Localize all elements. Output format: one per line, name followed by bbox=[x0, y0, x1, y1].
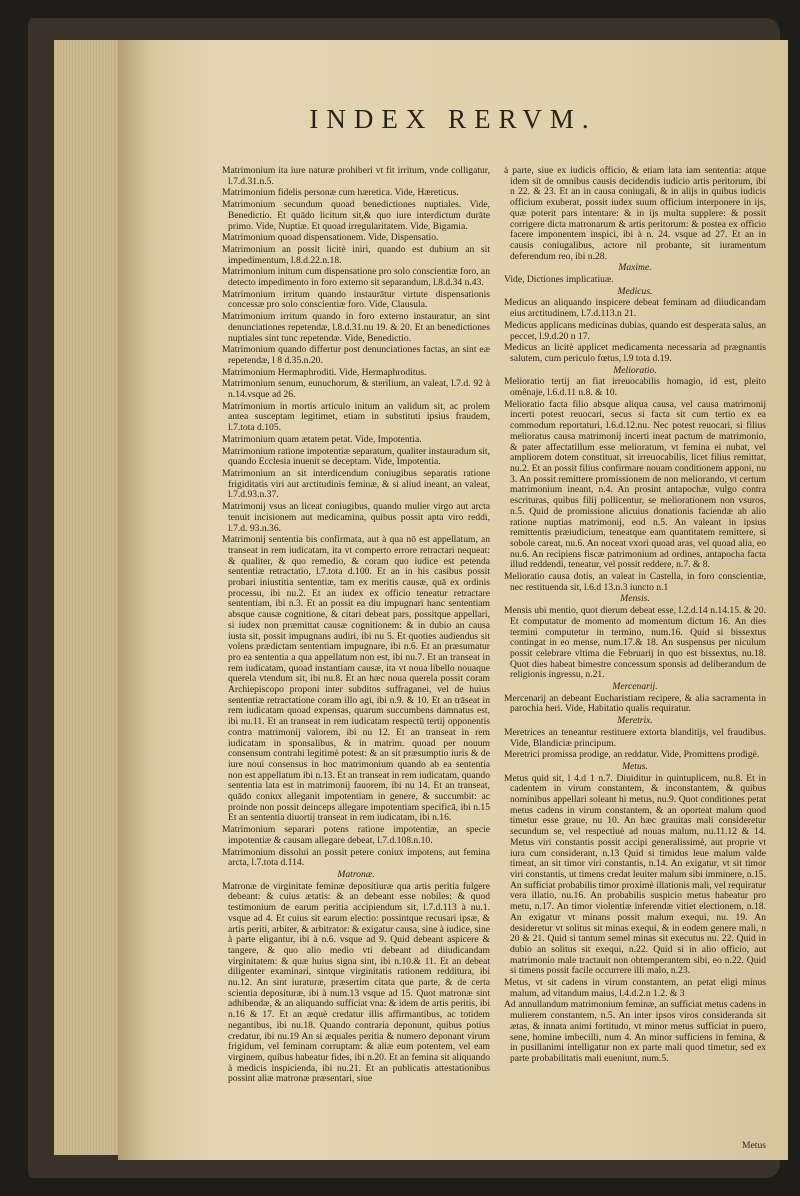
index-entry: Melioratio tertij an fiat irreuocabilis homagio, id est, pleito omênaje, l.6.d.11 n.8. & 10. bbox=[504, 376, 766, 399]
index-entry: Matrimonium irritum quando instaurātur virtute dispensationis concessæ pro solo conscientiæ foro. Vide, Clausula. bbox=[222, 288, 490, 311]
index-entry: Medicus applicans medicinas dubias, quando est desperata salus, an peccet, l.9.d.20 n 17. bbox=[504, 319, 766, 342]
index-entry: Medicus an licitè applicet medicamenta necessaria ad prægnantis salutem, cum periculo fœtus, l.9 tota d.19. bbox=[504, 342, 766, 364]
index-entry: Matrimonium senum, eunuchorum, & sterilium, an valeat, l.7.d. 92 à n.14.vsque ad 26. bbox=[222, 378, 490, 401]
index-entry: Matrimonium secundum quoad benedictiones nuptiales. Vide, Benedictio. Et quādo licitum sit,& quo iure interdictum durāte primo. Vide, Nuptiæ. Et quoad irregularitatem. Vide, Bigamia. bbox=[222, 199, 490, 232]
page-block-edge bbox=[54, 40, 126, 1155]
index-subheading: Maxime. bbox=[618, 262, 652, 274]
index-entry: Matrimonium ita iure naturæ prohiberi vt fit irritum, vnde colligatur, l.7.d.31.n.5. bbox=[222, 166, 490, 187]
index-entry: Matrimonium an possit licitè iniri, quando est dubium an sit impedimentum, l.8.d.22.n.18. bbox=[222, 243, 490, 266]
index-entry: Matrimonium irritum quando in foro externo instauratur, an sint denunciationes repetendæ, l.8.d.31.nu 19. & 20. Et an benedictiones nuptiales sint tunc repetendæ. Vide, Benedictio. bbox=[222, 311, 490, 344]
index-entry: Melioratio causa dotis, an valeat in Castella, in foro conscientiæ, nec restituenda sit, l.6.d 13.n.3 iuncto n.1 bbox=[504, 571, 766, 593]
index-entry: à parte, siue ex iudicis officio, & etiam lata iam sententia: atque idem sit de omnibus causis decidendis iudicio artis peritorum, ibi n 22. & 23. Et an in causa coniugali, & in alijs in quibus iudicis officium exuberat, possit iudex suum officium interponere in ijs, quæ poterit pars intentare: & in ijs multa supplere: & possit corrigere dicta matronarum & artis peritorum: & postea ex officio facere imponentem inspici, ibi à n. 24. vsque ad 27. Et an in causis coniugalibus, actore nil probante, sit iuramentum deferendum reo, ibi n.28. bbox=[504, 166, 766, 262]
index-entry: Matronæ de virginitate feminæ depositiuræ qua artis peritia fulgere debeant: & cuius ætatis: & an debeant esse nobiles: & quod testimonium de earum peritia accipiendum sit, l.7.d.113 à nu.1. vsque ad 4. Et cuius sit earum electio: possintque recusari ipsæ, & artis periti, arbiter, & arbitrator: & exigatur causa, sine à iudice, sine à parte eligantur, ibi à n.6. vsque ad 9. Quid debeant aspicere & tangere, & quo alio medio vti debeant ad diiudicandam virginitatem: & quæ huius signa sint, ibi n.10.& 11. Et an debeat diligenter examinari, sintque virginitatis rationem redditura, ibi nu.12. An sint iuraturæ, præsertim citata que parte, & de certa scientia deposituræ, ibi à num.13 vsque ad 15. Quot matronæ sint adhibendæ, & an aliquando sufficiat vna: & idem de artis peritis, ibi n.16 & 17. Et an æquè credatur illis affirmantibus, ac totidem negantibus, ibi nu.18. Quando contraria deponunt, quibus potius credatur, ibi nu.19 An si æquales peritia & numero deponant virum frigidum, vel feminam corruptam: & aliæ eum potentem, vel eam virginem, quibus habeatur fides, ibi n.20. Et an femina sit aliquando à medicis inspicienda, ibi nu.21. Et an publicatis attestationibus possint aliæ matronæ præsentari, siue bbox=[222, 880, 490, 1085]
index-subheading: Mensis. bbox=[620, 593, 650, 605]
index-entry: Matrimonium separari potens ratione impotentiæ, an specie impotentiæ & causam allegare debeat, l.7.d.108.n.10. bbox=[222, 824, 490, 846]
index-subheading: Meretrix. bbox=[617, 715, 653, 727]
index-subheading: Metus. bbox=[622, 760, 648, 772]
index-subheading: Matronæ. bbox=[337, 869, 375, 880]
running-header: INDEX RERVM. bbox=[309, 104, 597, 134]
index-entry: Matrimonium quando differtur post denunciationes factas, an sint eæ repetendæ, l 8 d.35.n.20. bbox=[222, 344, 490, 366]
catchword: Metus bbox=[742, 1140, 766, 1151]
index-column-right bbox=[504, 166, 766, 1136]
book-page bbox=[118, 40, 788, 1160]
index-entry: Matrimonium Hermaphroditi. Vide, Hermaphroditus. bbox=[222, 366, 427, 378]
index-entry: Meretrici promissa prodige, an reddatur. Vide, Promittens prodigè. bbox=[504, 749, 760, 761]
index-entry: Matrimonij sententia bis confirmata, aut à qua nō est appellatum, an transeat in rem iudicatam, ita vt comperto errore retractari nequeat: & qualiter, & quo remedio, & coram quo iudice est petenda sententiæ retractatio, l.7.tota d.100. Et an in his casibus possit probari iniustitia sententiæ, tam ex meritis causæ, quā ex ordinis processu, ibi nu.2. Et an iudex ex officio teneatur retractare sententiam, ibi n.3. Et an possit ea diu impugnari hanc sententiam absque causæ cognitione, & citari debeat pars, possitque appellari, si iudex non præmittat causæ cognitionem: & in dubio an causa iusta sit, possit impugnans audiri, ibi nu 5. Et quoties audiendus sit volens prædictam sententiam impugnare, ibi n.6. Et an præsumatur pro ea sententia a qua appellatum non est, ibi nu.7. Et an transeat in rem iudicatam, quoad instantiam causæ, ita vt noua libello nouaque querela vtendum sit, ibi nu.8. Et an hæc noua querela possit coram Archiepiscopo proponi inter subditos suffraganei, vel de huius sententiæ retractatione coram illo agi, ibi n.9. & 10. Et an trāseat in rem iudicatam quoad expensas, quarum succumbens damnatus est, ibi nu.11. Et an transeat in rem iudicatam respectū tertij opponentis contra matrimonij valorem, ibi nu 12. Et an transeat in rem iudicatam in sponsalibus, & in matrim. quoad per nouum consensum contrahi legitimè potest: & an sit præsumptio iuris & de iure noui consensus in hoc matrimonium quando ab ea sententia non est appellatum ibi n.13. Et an transeat in rem iudicatam, quando sententia lata est in matrimonij fauorem, ibi nu 14. Et an transeat, quādo coniux alleganit impotentiam in genere, & succumbit: ac proinde non possit deinceps allegare impotentiam specificā, ibi n.15 Et an sententia diuortij transeat in rem iudicatam, ibi n.16. bbox=[222, 534, 490, 824]
index-entry: Matrimonium quoad dispensationem. Vide, Dispensatio. bbox=[222, 232, 439, 244]
index-entry: Mensis ubi mentio, quot dierum debeat esse, l.2.d.14 n.14.15. & 20. Et computatur de momento ad momentum dictum 16. An dies termini computetur in termino, num.16. Quid si bissextus contingat in eo mense, num.17.& 18. An suspensus per niculum possit celebrare vltima die Februarij in quo est bissextus, nu.18. Quot dies habeat bimestre concessum sponsis ad deliberandum de religionis ingressu, n.21. bbox=[504, 605, 766, 681]
index-column-left bbox=[222, 166, 490, 1136]
index-entry: Metus quid sit, l 4.d 1 n.7. Diuiditur in quintuplicem, nu.8. Et in cadentem in virum constantem, & inconstantem, & quibus nominibus appellari soleant hi metus, nu.9. Quot conditiones petat metus cadens in virum constantem, & an oporteat malum quod timetur esse graue, nu 10. An hæc grauitas mali consideretur secundum se, vel respectiuè ad nouas malum, nu.11.12 & 14. Metus viri constantis possit accipi generalissimè, aut proprie vt iura cum considerant, n.13 Quid si timidus leue malum valde timeat, an sit timor viri constantis, n.14. An exigatur, vt sit timor viri constantis, ut timens credat leuiter malum sibi imminere, n.15. An sufficiat probabilis timor proximè illationis mali, vel requiratur vera illatio, nu.16. An probabilis suspicio metus habeatur pro metu, n.17. An timor violentiæ inferendæ vitiet electionem, n.18. An exigatur vt minans possit malum exequi, nu. 19. An desideretur vt solitus sit minas exequi, & in eodem genere mali, n 20 & 21. Quid si tantum semel minas sit executus nu. 22. Quid in dubio an solitus sit exequi, n.22. Quid si in alio officio, aut matrimonio male tractauit non obtemperantem sibi, eo n.22. Quid si timens possit facile occurrere illi malo, n.23. bbox=[504, 772, 766, 977]
index-entry: Vide, Dictiones implicatiuæ. bbox=[504, 274, 614, 286]
index-entry: Matrimonium an sit interdicendum coniugibus separatis ratione frigiditatis viri aut arctitudinis feminæ, & si aliud ineant, an valeat, l.7.d.93.n.37. bbox=[222, 467, 490, 501]
index-entry: Ad annullandum matrimonium feminæ, an sufficiat metus cadens in mulierem constantem, n.5. An inter ipsos viros consideranda sit ætas, & innata animi fortitudo, vt minor metus sufficiat in puero, sene, homine imbecilli, num 4. An minor sufficiens in femina, & in pusillanimi intelligatur non ex parte mali quod timetur, sed ex parte probabilitatis mali eueniunt, num.5. bbox=[504, 999, 766, 1064]
index-entry: Melioratio facta filio absque aliqua causa, vel causa matrimonij incerti potest reuocari, secus si facta sit cum tertio ex ea commodum reportaturi, l.6.d.12.nu. Nec potest reuocari, si filius melioratus causa matrimonij incerti ineat pactum de matrimonio, & pater affectatillum esse melioratum, vt femina ei nubat, vel ampliorem dotem constituat, sit irreuocabilis, licet filius remittat, nu.2. Et an possit filius confirmare nouam conditionem apponi, nu 3. An possit remittere promissionem de non meliorando, vt certum matrimonium ineant, n.4. An prosint antapochæ, vulgo contra escrituras, quibus filij pollicentur, se meliorationem non vsuros, n.5. Quid de promissione alicuius donationis faciendæ ab alio ratione nuptias matrimonij, eod n.5. An valeant in ipsius remittentis præiudicium, teneatque eam quantitatem remittere, si sobole careat, nu.6. An noceat vxori quoad aras, vel quoad alia, eo nu.6. An recipiens fiscæ patrimonium ad ordines, antapocha facta illud reddendi, teneatur, vel possit reddere, n.7. & 8. bbox=[504, 398, 766, 571]
index-entry: Matrimonium initum cum dispensatione pro solo conscientiæ foro, an detecto impedimento in foro externo sit separandum, l.8.d.34 n.43. bbox=[222, 266, 490, 289]
index-entry: Matrimonium fidelis personæ cum hæretica. Vide, Hæreticus. bbox=[222, 187, 459, 199]
index-entry: Matrimonium ratione impotentiæ separatum, qualiter instauradum sit, quando Ecclesia inuenit se deceptam. Vide, Impotentia. bbox=[222, 445, 490, 468]
index-entry: Medicus an aliquando inspicere debeat feminam ad diiudicandam eius arctitudinem, l.7.d.113.n 21. bbox=[504, 297, 766, 320]
index-entry: Matrimonium quam ætatem petat. Vide, Impotentia. bbox=[222, 433, 422, 445]
index-entry: Meretrices an teneantur restituere extorta blanditijs, vel fraudibus. Vide, Blandiciæ principum. bbox=[504, 726, 766, 749]
index-subheading: Melioratio. bbox=[613, 364, 657, 376]
index-entry: Matrimonium in mortis articulo initum an validum sit, ac prolem antea susceptam legitimet, etiam in substituti ipsius fraudem, l.7.tota d.105. bbox=[222, 400, 490, 434]
index-subheading: Mercenarij. bbox=[612, 681, 658, 693]
index-entry: Matrimonium dissolui an possit petere coniux impotens, aut femina arcta, l.7.tota d.114. bbox=[222, 846, 490, 869]
index-entry: Matrimonij vsus an liceat coniugibus, quando mulier virgo aut arcta tenuit incisionem aut medicamina, quibus possit apta viro reddi, l.7.d. 93.n.36. bbox=[222, 501, 490, 534]
index-subheading: Medicus. bbox=[617, 285, 653, 297]
index-entry: Mercenarij an debeant Eucharistiam recipere, & alia sacramenta in parochia heri. Vide, Habitatio qualis requiratur. bbox=[504, 692, 766, 715]
index-entry: Metus, vt sit cadens in virum constantem, an petat eligi minus malum, ad vitandum maius, l.4.d.2.n 1.2. & 3 bbox=[504, 977, 766, 999]
